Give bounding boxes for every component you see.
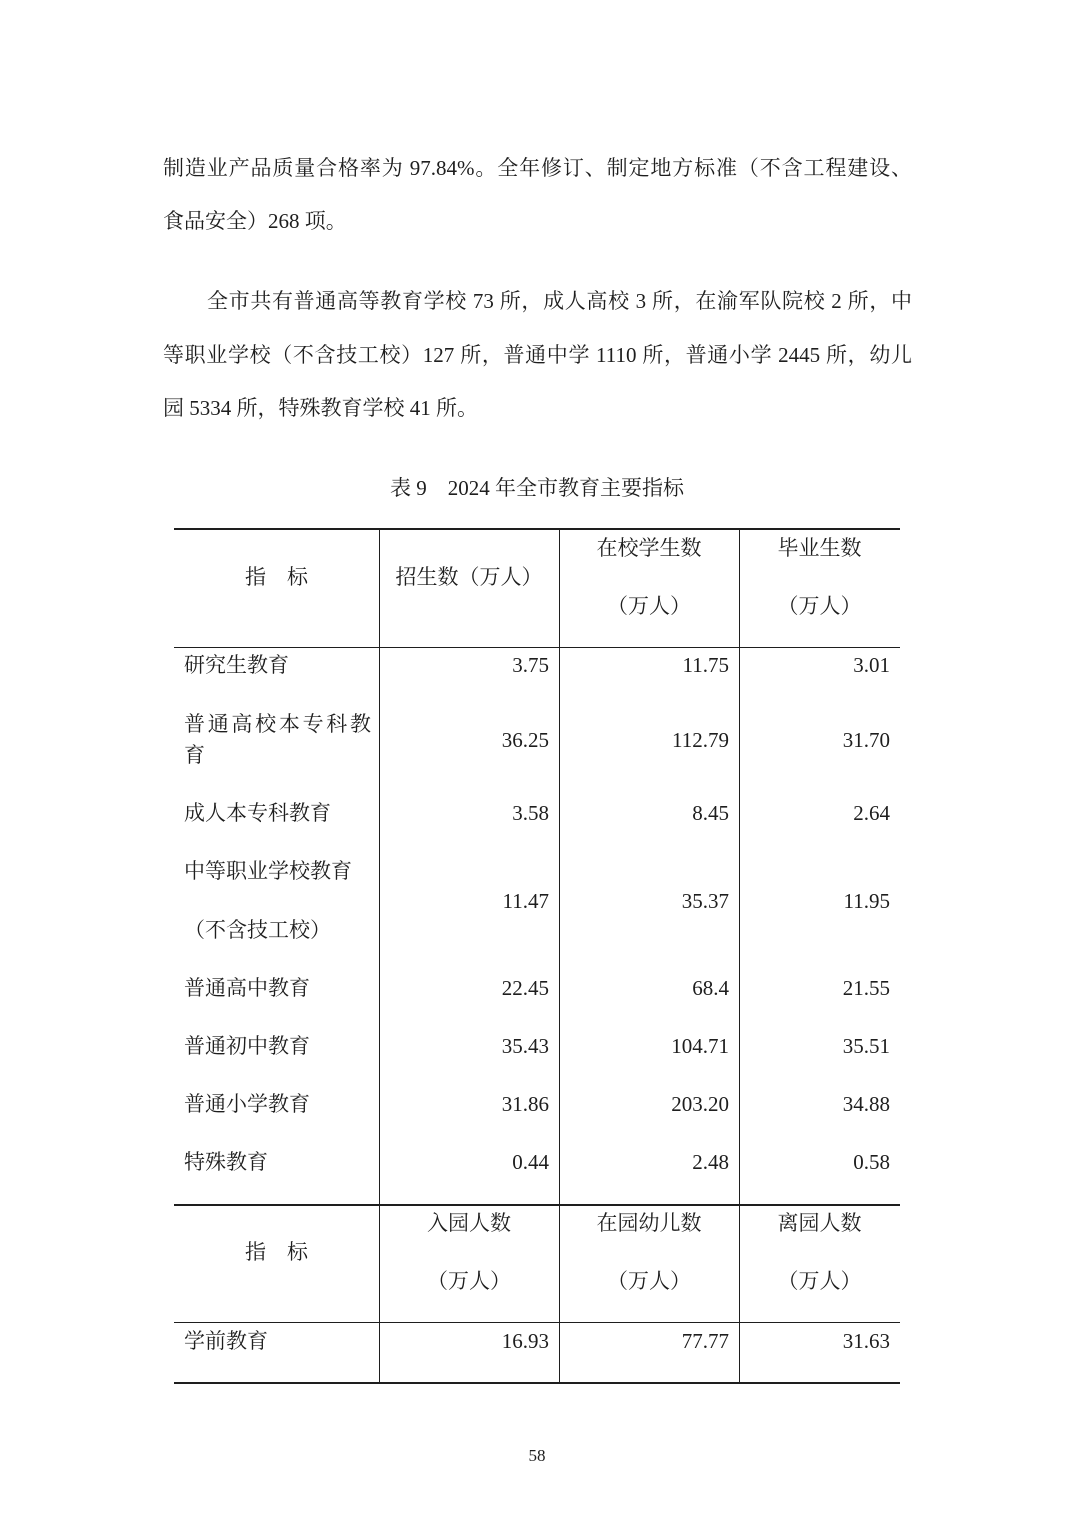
cell-in-school: 35.37 (681, 889, 729, 913)
cell-enrolled: 31.86 (501, 1092, 549, 1116)
cell-in-school: 2.48 (692, 1150, 729, 1174)
cell-in-school: 112.79 (672, 728, 729, 752)
cell-graduates: 2.64 (853, 801, 890, 825)
cell-graduates: 3.01 (853, 653, 890, 677)
cell-graduates: 21.55 (842, 976, 890, 1000)
cell-in-school: 8.45 (692, 801, 729, 825)
cell-graduates: 0.58 (853, 1150, 890, 1174)
header-unit: （万人） (777, 1269, 862, 1293)
row-name: 普通初中教育 (184, 1034, 310, 1058)
table-bottom-rule (174, 1382, 900, 1384)
paragraph-line: 制造业产品质量合格率为 97.84%。全年修订、制定地方标准（不含工程建设、 (163, 156, 912, 180)
cell-enrolled: 3.58 (512, 801, 549, 825)
paragraph-line: 全市共有普通高等教育学校 73 所，成人高校 3 所，在渝军队院校 2 所，中 (207, 289, 912, 313)
header-departed: 离园人数 (777, 1211, 862, 1235)
cell-enrolled: 35.43 (501, 1034, 549, 1058)
header-in-kindergarten: 在园幼儿数 (596, 1211, 702, 1235)
header-unit: （万人） (427, 1269, 511, 1293)
cell-enrolled: 3.75 (512, 653, 549, 677)
cell-in-school: 11.75 (682, 653, 729, 677)
cell-enrolled: 0.44 (512, 1150, 549, 1174)
row-name: 成人本专科教育 (184, 801, 331, 825)
row-name: 研究生教育 (184, 653, 289, 677)
cell-in-school: 68.4 (692, 976, 729, 1000)
cell-graduates: 31.70 (842, 728, 890, 752)
cell-graduates: 34.88 (842, 1092, 890, 1116)
cell-graduates: 11.95 (843, 889, 890, 913)
cell-enrolled: 22.45 (501, 976, 549, 1000)
row-name: 中等职业学校教育 (184, 859, 352, 883)
header-admitted: 入园人数 (427, 1211, 511, 1235)
table-caption: 表 9 2024 年全市教育主要指标 (390, 476, 684, 500)
header-unit: （万人） (777, 594, 862, 618)
row-name: 普通高中教育 (184, 976, 310, 1000)
page-number: 58 (528, 1446, 546, 1465)
header-enrolled: 招生数（万人） (395, 565, 543, 589)
header-unit: （万人） (607, 594, 691, 618)
cell-enrolled: 36.25 (501, 728, 549, 752)
paragraph-line: 食品安全）268 项。 (163, 209, 347, 233)
cell-departed: 31.63 (842, 1329, 890, 1353)
paragraph-line: 园 5334 所，特殊教育学校 41 所。 (163, 396, 478, 420)
cell-admitted: 16.93 (501, 1329, 549, 1353)
header-unit: （万人） (607, 1269, 691, 1293)
cell-in-kindergarten: 77.77 (681, 1329, 729, 1353)
header-indicator: 指 标 (245, 565, 308, 589)
row-name: 普通高校本专科教育 (184, 712, 371, 767)
row-name: 普通小学教育 (184, 1092, 310, 1116)
table-header-rule (174, 647, 900, 648)
table-top-rule (174, 528, 900, 530)
header-in-school: 在校学生数 (596, 536, 702, 560)
row-name-note: （不含技工校） (184, 918, 331, 942)
row-name: 学前教育 (184, 1329, 268, 1353)
table-header-rule (174, 1322, 900, 1323)
cell-in-school: 203.20 (671, 1092, 729, 1116)
cell-in-school: 104.71 (671, 1034, 729, 1058)
header-indicator: 指 标 (245, 1240, 308, 1264)
table-section-rule (174, 1204, 900, 1206)
cell-graduates: 35.51 (842, 1034, 890, 1058)
header-graduates: 毕业生数 (777, 536, 862, 560)
paragraph-line: 等职业学校（不含技工校）127 所，普通中学 1110 所，普通小学 2445 所，幼儿 (163, 343, 912, 367)
cell-enrolled: 11.47 (502, 889, 549, 913)
row-name: 特殊教育 (184, 1150, 268, 1174)
